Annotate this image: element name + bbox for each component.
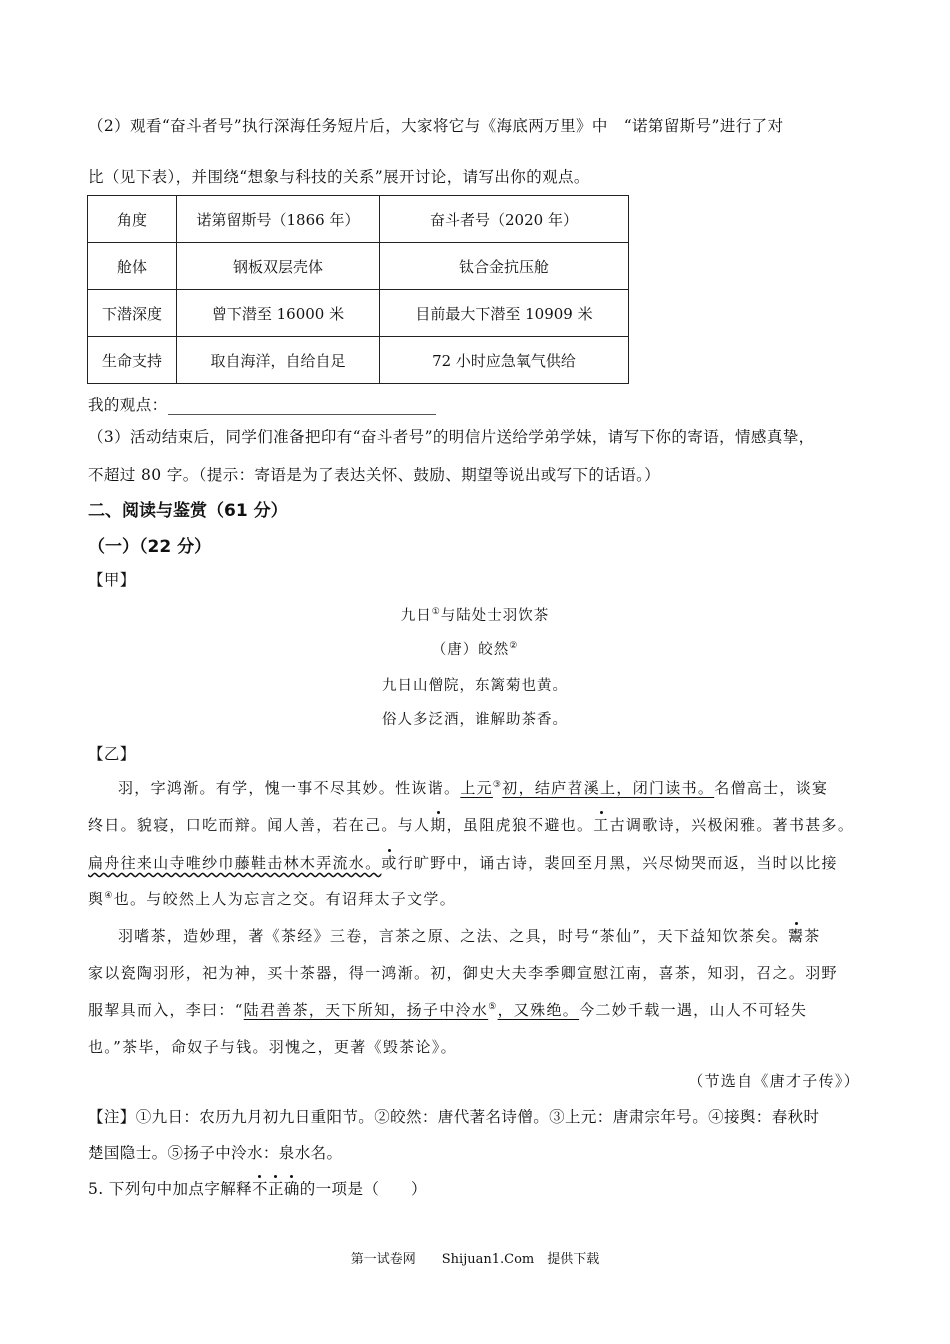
- comparison-table: [87, 195, 629, 384]
- table-row: [88, 337, 629, 384]
- dotted-char: 鬻: [787, 927, 805, 945]
- prose-p1-line1: 羽，字鸿渐。有学，愧一事不尽其妙。性诙谐。上元③初，结庐苕溪上，闭门读书。名僧高士，谈宴: [118, 779, 829, 797]
- table-cell: 目前最大下潜至 10909 米: [380, 290, 629, 337]
- q2-line1: （2）观看“奋斗者号”执行深海任务短片后，大家将它与《海底两万里》中 “诺第留斯号”进行了对: [88, 117, 784, 135]
- table-cell: 曾下潜至 16000 米: [177, 290, 380, 337]
- prose-p2-line4: 也。”茶毕，命奴子与钱。羽愧之，更著《毁茶论》。: [88, 1038, 457, 1056]
- source-citation: （节选自《唐才子传》）: [688, 1072, 860, 1090]
- question-5: 5. 下列句中加点字解释不正确的一项是（ ）: [88, 1180, 427, 1198]
- q2-line2: 比（见下表），并围绕“想象与科技的关系”展开讨论，请写出你的观点。: [88, 168, 590, 186]
- table-row: [88, 243, 629, 290]
- dotted-char: 不: [252, 1180, 268, 1198]
- table-header-row: [88, 196, 629, 243]
- table-row: [88, 290, 629, 337]
- dotted-char: 期: [430, 816, 447, 834]
- q3-line1: （3）活动结束后，同学们准备把印有“奋斗者号”的明信片送给学弟学妹，请写下你的寄语，情感真挚，: [88, 428, 815, 446]
- table-cell: 钢板双层壳体: [177, 243, 380, 290]
- poem-line-2: 俗人多泛酒，谁解助茶香。: [382, 712, 568, 728]
- table-header-cell: 奋斗者号（2020 年）: [380, 196, 629, 243]
- notes-line1: 【注】①九日：农历九月初九日重阳节。②皎然：唐代著名诗僧。③上元：唐肃宗年号。④接舆：春秋时: [88, 1108, 820, 1126]
- section-2-title: 二、阅读与鉴赏（61 分）: [88, 501, 288, 521]
- table-cell: 下潜深度: [88, 290, 177, 337]
- table-header-cell: 角度: [88, 196, 177, 243]
- prose-p2-line3: 服挈具而入，李曰：“陆君善茶，天下所知，扬子中泠水⑤，又殊绝。今二妙千载一遇，山人不可轻失: [88, 1001, 808, 1019]
- table-cell: 钛合金抗压舱: [380, 243, 629, 290]
- prose-p1-line2: 终日。貌寝，口吃而辩。闻人善，若在己。与人期，虽阻虎狼不避也。工古调歌诗，兴极闲雅。著书甚多。: [88, 816, 855, 834]
- table-cell: 72 小时应急氧气供给: [380, 337, 629, 384]
- opinion-row: [88, 393, 436, 415]
- prose-p2-line2: 家以瓷陶羽形，祀为神，买十茶器，得一鸿渐。初，御史大夫李季卿宣慰江南，喜茶，知羽，召之。羽野: [88, 964, 838, 982]
- poem-line-1: 九日山僧院，东篱菊也黄。: [382, 678, 568, 694]
- q3-line2: 不超过 80 字。（提示：寄语是为了表达关怀、鼓励、期望等说出或写下的话语。）: [88, 466, 661, 484]
- table-cell: 生命支持: [88, 337, 177, 384]
- part-1-title: （一）（22 分）: [88, 537, 212, 557]
- dotted-char: 正: [267, 1180, 284, 1198]
- page-footer: 第一试卷网 Shijuan1.Com 提供下载: [350, 1252, 600, 1267]
- yi-label: 【乙】: [88, 745, 136, 763]
- dotted-char: 工: [593, 816, 610, 834]
- opinion-answer-blank[interactable]: [168, 400, 436, 415]
- dotted-char: 或: [381, 854, 398, 872]
- table-header-cell: 诺第留斯号（1866 年）: [177, 196, 380, 243]
- poem-author: （唐）皎然②: [431, 641, 519, 658]
- poem-title: 九日①与陆处士羽饮茶: [400, 607, 550, 624]
- notes-line2: 楚国隐士。⑤扬子中泠水：泉水名。: [88, 1144, 343, 1162]
- table-cell: 舱体: [88, 243, 177, 290]
- opinion-label: 我的观点：: [88, 396, 168, 414]
- dotted-char: 确: [283, 1180, 300, 1198]
- jia-label: 【甲】: [88, 571, 136, 589]
- prose-p2-line1: 羽嗜茶，造妙理，著《茶经》三卷，言茶之原、之法、之具，时号“茶仙”，天下益知饮茶矣。鬻茶: [118, 927, 821, 945]
- prose-p1-line3: 扁舟往来山寺唯纱巾藤鞋击林木弄流水。或行旷野中，诵古诗，裴回至月黑，兴尽恸哭而返，当时以比接: [88, 854, 838, 872]
- prose-p1-line4: 舆④也。与皎然上人为忘言之交。有诏拜太子文学。: [88, 890, 456, 908]
- table-cell: 取自海洋，自给自足: [177, 337, 380, 384]
